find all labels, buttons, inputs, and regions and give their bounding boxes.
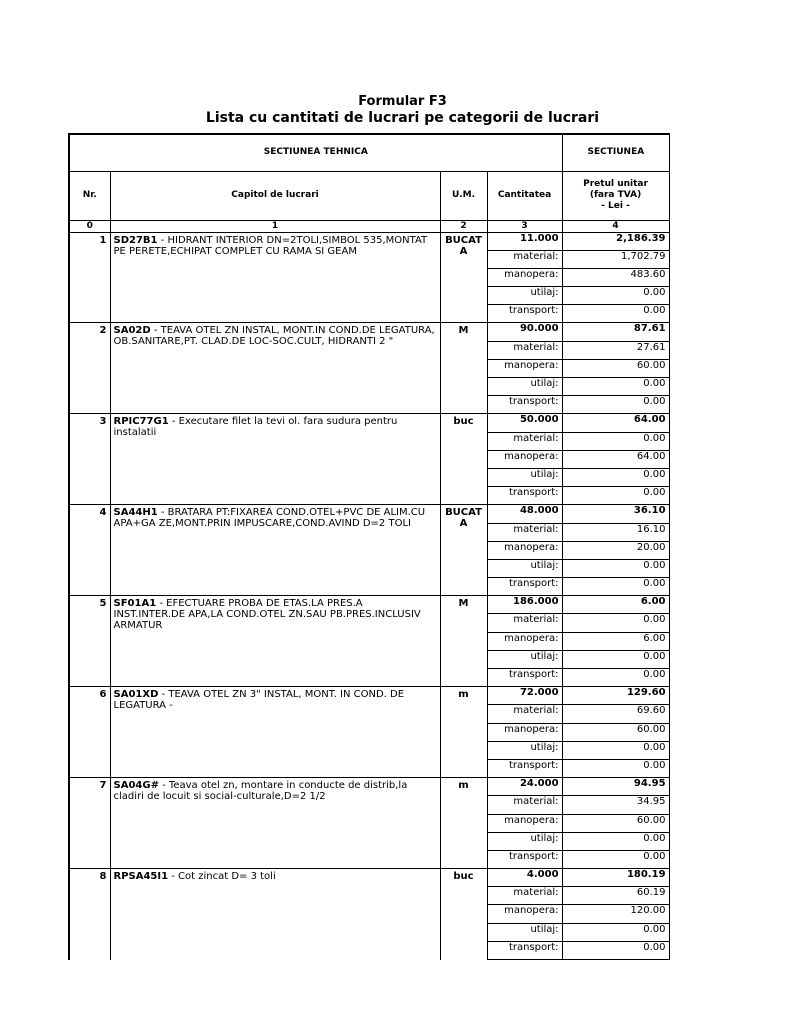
sub-value-material: 16.10 xyxy=(562,523,669,541)
item-um: buc xyxy=(440,869,487,960)
sub-value-manopera: 6.00 xyxy=(562,632,669,650)
col-um-header: U.M. xyxy=(440,171,487,220)
item-code: RPIC77G1 xyxy=(113,416,169,428)
item-code: RPSA45I1 xyxy=(113,871,169,883)
item-nr: 4 xyxy=(69,505,110,596)
sub-value-utilaj: 0.00 xyxy=(562,468,669,486)
sub-value-transport: 0.00 xyxy=(562,941,669,959)
sub-value-manopera: 64.00 xyxy=(562,450,669,468)
item-nr: 5 xyxy=(69,596,110,687)
item-text: HIDRANT INTERIOR DN=2TOLI,SIMBOL 535,MONTAT PE PERETE,ECHIPAT COMPLET CU RAMA SI GEAM xyxy=(113,234,428,257)
sub-label-material: material: xyxy=(487,796,562,814)
item-nr: 6 xyxy=(69,687,110,778)
item-code: SD27B1 xyxy=(113,234,158,246)
item-row xyxy=(69,232,669,250)
item-text: EFECTUARE PROBA DE ETAS.LA PRES.A INST.INTER.DE APA,LA COND.OTEL ZN.SAU PB.PRES.INCLUSIV ARMATUR xyxy=(113,598,421,632)
sub-value-manopera: 483.60 xyxy=(562,268,669,286)
item-code: SA01XD xyxy=(113,689,159,701)
col-price-line1: Pretul unitar xyxy=(583,179,648,189)
item-unit-price: 94.95 xyxy=(562,778,669,796)
item-unit-price: 87.61 xyxy=(562,323,669,341)
sub-label-utilaj: utilaj: xyxy=(487,741,562,759)
item-row xyxy=(69,778,669,796)
sub-value-transport: 0.00 xyxy=(562,759,669,777)
item-unit-price: 2,186.39 xyxy=(562,232,669,250)
item-text: TEAVA OTEL ZN INSTAL, MONT.IN COND.DE LEGATURA, OB.SANITARE,PT. CLAD.DE LOC-SOC.CULT, HIDRANTI 2 " xyxy=(113,325,435,348)
sub-label-utilaj: utilaj: xyxy=(487,923,562,941)
list-title: Lista cu cantitati de lucrari pe categorii de lucrari xyxy=(205,110,600,126)
item-unit-price: 36.10 xyxy=(562,505,669,523)
col-qty-header: Cantitatea xyxy=(487,171,562,220)
sub-value-material: 34.95 xyxy=(562,796,669,814)
item-code: SF01A1 xyxy=(113,598,157,610)
sub-label-transport: transport: xyxy=(487,941,562,959)
sub-label-material: material: xyxy=(487,250,562,268)
sub-label-utilaj: utilaj: xyxy=(487,832,562,850)
item-text: Executare filet la tevi ol. fara sudura pentru instalatii xyxy=(113,416,398,439)
sub-value-material: 69.60 xyxy=(562,705,669,723)
item-quantity: 50.000 xyxy=(487,414,562,432)
item-row xyxy=(69,596,669,614)
item-description: SA44H1 - BRATARA PT:FIXAREA COND.OTEL+PVC DE ALIM.CU APA+GA ZE,MONT.PRIN IMPUSCARE,COND.AVIND D=2 TOLI xyxy=(110,505,440,596)
sub-value-material: 0.00 xyxy=(562,614,669,632)
sub-value-manopera: 20.00 xyxy=(562,541,669,559)
sub-label-manopera: manopera: xyxy=(487,268,562,286)
idx-1: 1 xyxy=(110,220,440,232)
sub-label-transport: transport: xyxy=(487,396,562,414)
section-tech-header: SECTIUNEA TEHNICA xyxy=(69,134,562,171)
sub-value-utilaj: 0.00 xyxy=(562,650,669,668)
item-code: SA04G# xyxy=(113,780,159,792)
col-price-header xyxy=(562,171,669,220)
sub-label-utilaj: utilaj: xyxy=(487,559,562,577)
sub-value-material: 60.19 xyxy=(562,887,669,905)
sub-label-manopera: manopera: xyxy=(487,632,562,650)
sub-label-transport: transport: xyxy=(487,759,562,777)
item-text: Teava otel zn, montare in conducte de distrib,la cladiri de locuit si social-culturale,D=2 1/2 xyxy=(113,780,408,803)
sub-label-manopera: manopera: xyxy=(487,359,562,377)
item-nr: 1 xyxy=(69,232,110,323)
quantities-sheet xyxy=(68,133,666,953)
sub-value-material: 0.00 xyxy=(562,432,669,450)
item-row xyxy=(69,323,669,341)
item-code: SA44H1 xyxy=(113,507,158,519)
sub-label-utilaj: utilaj: xyxy=(487,650,562,668)
sub-label-material: material: xyxy=(487,887,562,905)
sub-label-material: material: xyxy=(487,705,562,723)
sub-label-utilaj: utilaj: xyxy=(487,287,562,305)
item-text: Cot zincat D= 3 toli xyxy=(178,871,276,883)
item-nr: 3 xyxy=(69,414,110,505)
item-quantity: 11.000 xyxy=(487,232,562,250)
item-unit-price: 6.00 xyxy=(562,596,669,614)
item-quantity: 48.000 xyxy=(487,505,562,523)
item-description: RPIC77G1 - Executare filet la tevi ol. fara sudura pentru instalatii xyxy=(110,414,440,505)
item-nr: 7 xyxy=(69,778,110,869)
item-quantity: 186.000 xyxy=(487,596,562,614)
sub-label-manopera: manopera: xyxy=(487,541,562,559)
sub-value-transport: 0.00 xyxy=(562,578,669,596)
sub-label-transport: transport: xyxy=(487,305,562,323)
sub-label-transport: transport: xyxy=(487,487,562,505)
item-um: m xyxy=(440,687,487,778)
sub-value-utilaj: 0.00 xyxy=(562,287,669,305)
sub-label-transport: transport: xyxy=(487,669,562,687)
form-title: Formular F3 xyxy=(358,94,447,109)
sub-value-material: 27.61 xyxy=(562,341,669,359)
idx-0: 0 xyxy=(69,220,110,232)
quantities-table xyxy=(68,133,670,960)
sub-value-manopera: 60.00 xyxy=(562,723,669,741)
item-quantity: 24.000 xyxy=(487,778,562,796)
item-unit-price: 64.00 xyxy=(562,414,669,432)
item-nr: 8 xyxy=(69,869,110,960)
idx-4: 4 xyxy=(562,220,669,232)
sub-value-transport: 0.00 xyxy=(562,305,669,323)
item-unit-price: 129.60 xyxy=(562,687,669,705)
item-description: SA01XD - TEAVA OTEL ZN 3" INSTAL, MONT. IN COND. DE LEGATURA - xyxy=(110,687,440,778)
sub-label-material: material: xyxy=(487,614,562,632)
item-description: SA02D - TEAVA OTEL ZN INSTAL, MONT.IN COND.DE LEGATURA, OB.SANITARE,PT. CLAD.DE LOC-SOC.CULT, HIDRANTI 2 " xyxy=(110,323,440,414)
item-unit-price: 180.19 xyxy=(562,869,669,887)
sub-value-utilaj: 0.00 xyxy=(562,741,669,759)
item-quantity: 4.000 xyxy=(487,869,562,887)
sub-label-utilaj: utilaj: xyxy=(487,468,562,486)
idx-2: 2 xyxy=(440,220,487,232)
sub-label-material: material: xyxy=(487,341,562,359)
col-chapter-header: Capitol de lucrari xyxy=(110,171,440,220)
item-quantity: 90.000 xyxy=(487,323,562,341)
sub-value-transport: 0.00 xyxy=(562,396,669,414)
item-row xyxy=(69,505,669,523)
sub-label-transport: transport: xyxy=(487,578,562,596)
sub-value-utilaj: 0.00 xyxy=(562,923,669,941)
item-quantity: 72.000 xyxy=(487,687,562,705)
sub-value-transport: 0.00 xyxy=(562,669,669,687)
item-row xyxy=(69,869,669,887)
sub-label-manopera: manopera: xyxy=(487,905,562,923)
sub-value-manopera: 60.00 xyxy=(562,814,669,832)
item-um: BUCAT A xyxy=(440,232,487,323)
item-nr: 2 xyxy=(69,323,110,414)
item-description: SA04G# - Teava otel zn, montare in conducte de distrib,la cladiri de locuit si social-culturale,D=2 1/2 xyxy=(110,778,440,869)
idx-3: 3 xyxy=(487,220,562,232)
section-fin-header: SECTIUNEA xyxy=(562,134,669,171)
sub-value-utilaj: 0.00 xyxy=(562,559,669,577)
sub-value-material: 1,702.79 xyxy=(562,250,669,268)
item-um: m xyxy=(440,778,487,869)
sub-value-transport: 0.00 xyxy=(562,850,669,868)
item-text: TEAVA OTEL ZN 3" INSTAL, MONT. IN COND. DE LEGATURA - xyxy=(113,689,405,712)
sub-value-transport: 0.00 xyxy=(562,487,669,505)
col-nr-header: Nr. xyxy=(69,171,110,220)
item-row xyxy=(69,687,669,705)
item-row xyxy=(69,414,669,432)
item-um: M xyxy=(440,323,487,414)
sub-value-utilaj: 0.00 xyxy=(562,378,669,396)
sub-value-manopera: 120.00 xyxy=(562,905,669,923)
sub-label-manopera: manopera: xyxy=(487,814,562,832)
item-um: M xyxy=(440,596,487,687)
item-text: BRATARA PT:FIXAREA COND.OTEL+PVC DE ALIM.CU APA+GA ZE,MONT.PRIN IMPUSCARE,COND.AVIND D=2 TOLI xyxy=(113,507,426,530)
sub-label-transport: transport: xyxy=(487,850,562,868)
sub-label-utilaj: utilaj: xyxy=(487,378,562,396)
item-description: SD27B1 - HIDRANT INTERIOR DN=2TOLI,SIMBOL 535,MONTAT PE PERETE,ECHIPAT COMPLET CU RAMA SI GEAM xyxy=(110,232,440,323)
item-description: SF01A1 - EFECTUARE PROBA DE ETAS.LA PRES.A INST.INTER.DE APA,LA COND.OTEL ZN.SAU PB.PRES.INCLUSIV ARMATUR xyxy=(110,596,440,687)
col-price-line2: (fara TVA) xyxy=(589,190,642,200)
sub-label-material: material: xyxy=(487,432,562,450)
sub-value-manopera: 60.00 xyxy=(562,359,669,377)
col-price-line3: - Lei - xyxy=(601,201,630,211)
sub-value-utilaj: 0.00 xyxy=(562,832,669,850)
sub-label-manopera: manopera: xyxy=(487,450,562,468)
item-code: SA02D xyxy=(113,325,151,337)
sub-label-material: material: xyxy=(487,523,562,541)
sub-label-manopera: manopera: xyxy=(487,723,562,741)
item-um: buc xyxy=(440,414,487,505)
item-description: RPSA45I1 - Cot zincat D= 3 toli xyxy=(110,869,440,960)
item-um: BUCAT A xyxy=(440,505,487,596)
